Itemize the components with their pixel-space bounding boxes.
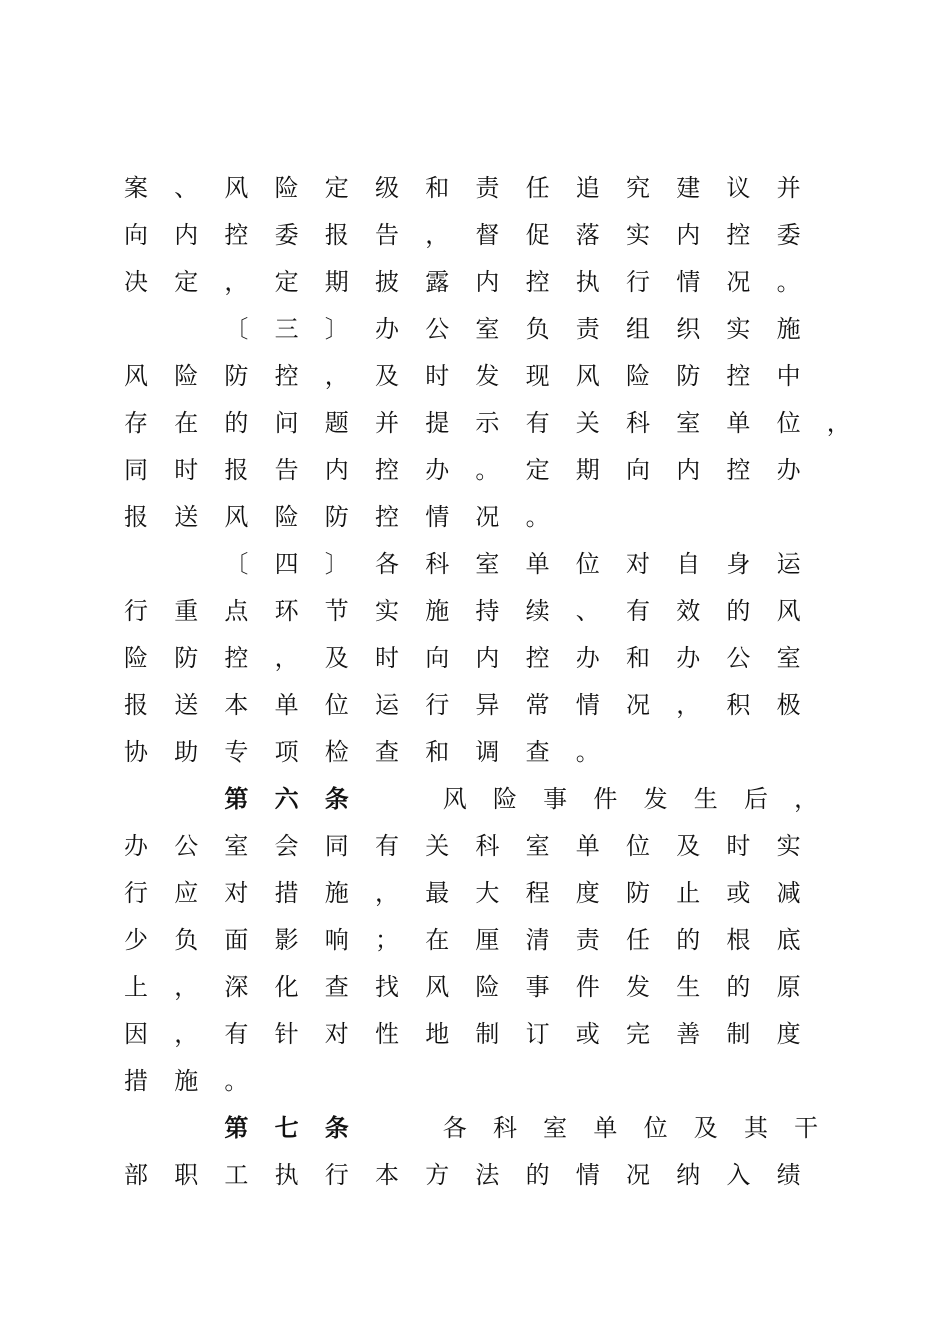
text-line: 报 送 风 险 防 控 情 况 。 — [124, 503, 550, 531]
text-line: 报 送 本 单 位 运 行 异 常 情 况 ， 积 极 — [124, 691, 801, 719]
text-line: 存 在 的 问 题 并 提 示 有 关 科 室 单 位 ， — [124, 409, 851, 437]
text-line: 向 内 控 委 报 告 ， 督 促 落 实 内 控 委 — [124, 221, 801, 249]
text-line: 行 应 对 措 施 ， 最 大 程 度 防 止 或 减 — [124, 879, 801, 907]
text-line: 决 定 ， 定 期 披 露 内 控 执 行 情 况 。 — [124, 268, 801, 296]
text-line: 行 重 点 环 节 实 施 持 续 、 有 效 的 风 — [124, 597, 801, 625]
text-line: 措 施 。 — [124, 1067, 249, 1095]
article-line: 第 七 条 各 科 室 单 位 及 其 干 — [224, 1113, 819, 1142]
article-line: 第 六 条 风 险 事 件 发 生 后 ， — [224, 784, 819, 813]
text-line: 上 ， 深 化 查 找 风 险 事 件 发 生 的 原 — [124, 973, 801, 1001]
text-line: 同 时 报 告 内 控 办 。 定 期 向 内 控 办 — [124, 456, 801, 484]
text-line: 案 、 风 险 定 级 和 责 任 追 究 建 议 并 — [124, 174, 801, 202]
text-line: 险 防 控 ， 及 时 向 内 控 办 和 办 公 室 — [124, 644, 801, 672]
text-line: 〔 三 〕 办 公 室 负 责 组 织 实 施 — [224, 315, 801, 343]
text-line: 部 职 工 执 行 本 方 法 的 情 况 纳 入 绩 — [124, 1161, 801, 1189]
text-line: 风 险 防 控 ， 及 时 发 现 风 险 防 控 中 — [124, 362, 801, 390]
text-line: 办 公 室 会 同 有 关 科 室 单 位 及 时 实 — [124, 832, 801, 860]
text-line: 〔 四 〕 各 科 室 单 位 对 自 身 运 — [224, 550, 801, 578]
text-line: 因 ， 有 针 对 性 地 制 订 或 完 善 制 度 — [124, 1020, 801, 1048]
text-line: 协 助 专 项 检 查 和 调 查 。 — [124, 738, 600, 766]
text-line: 少 负 面 影 响 ； 在 厘 清 责 任 的 根 底 — [124, 926, 801, 954]
